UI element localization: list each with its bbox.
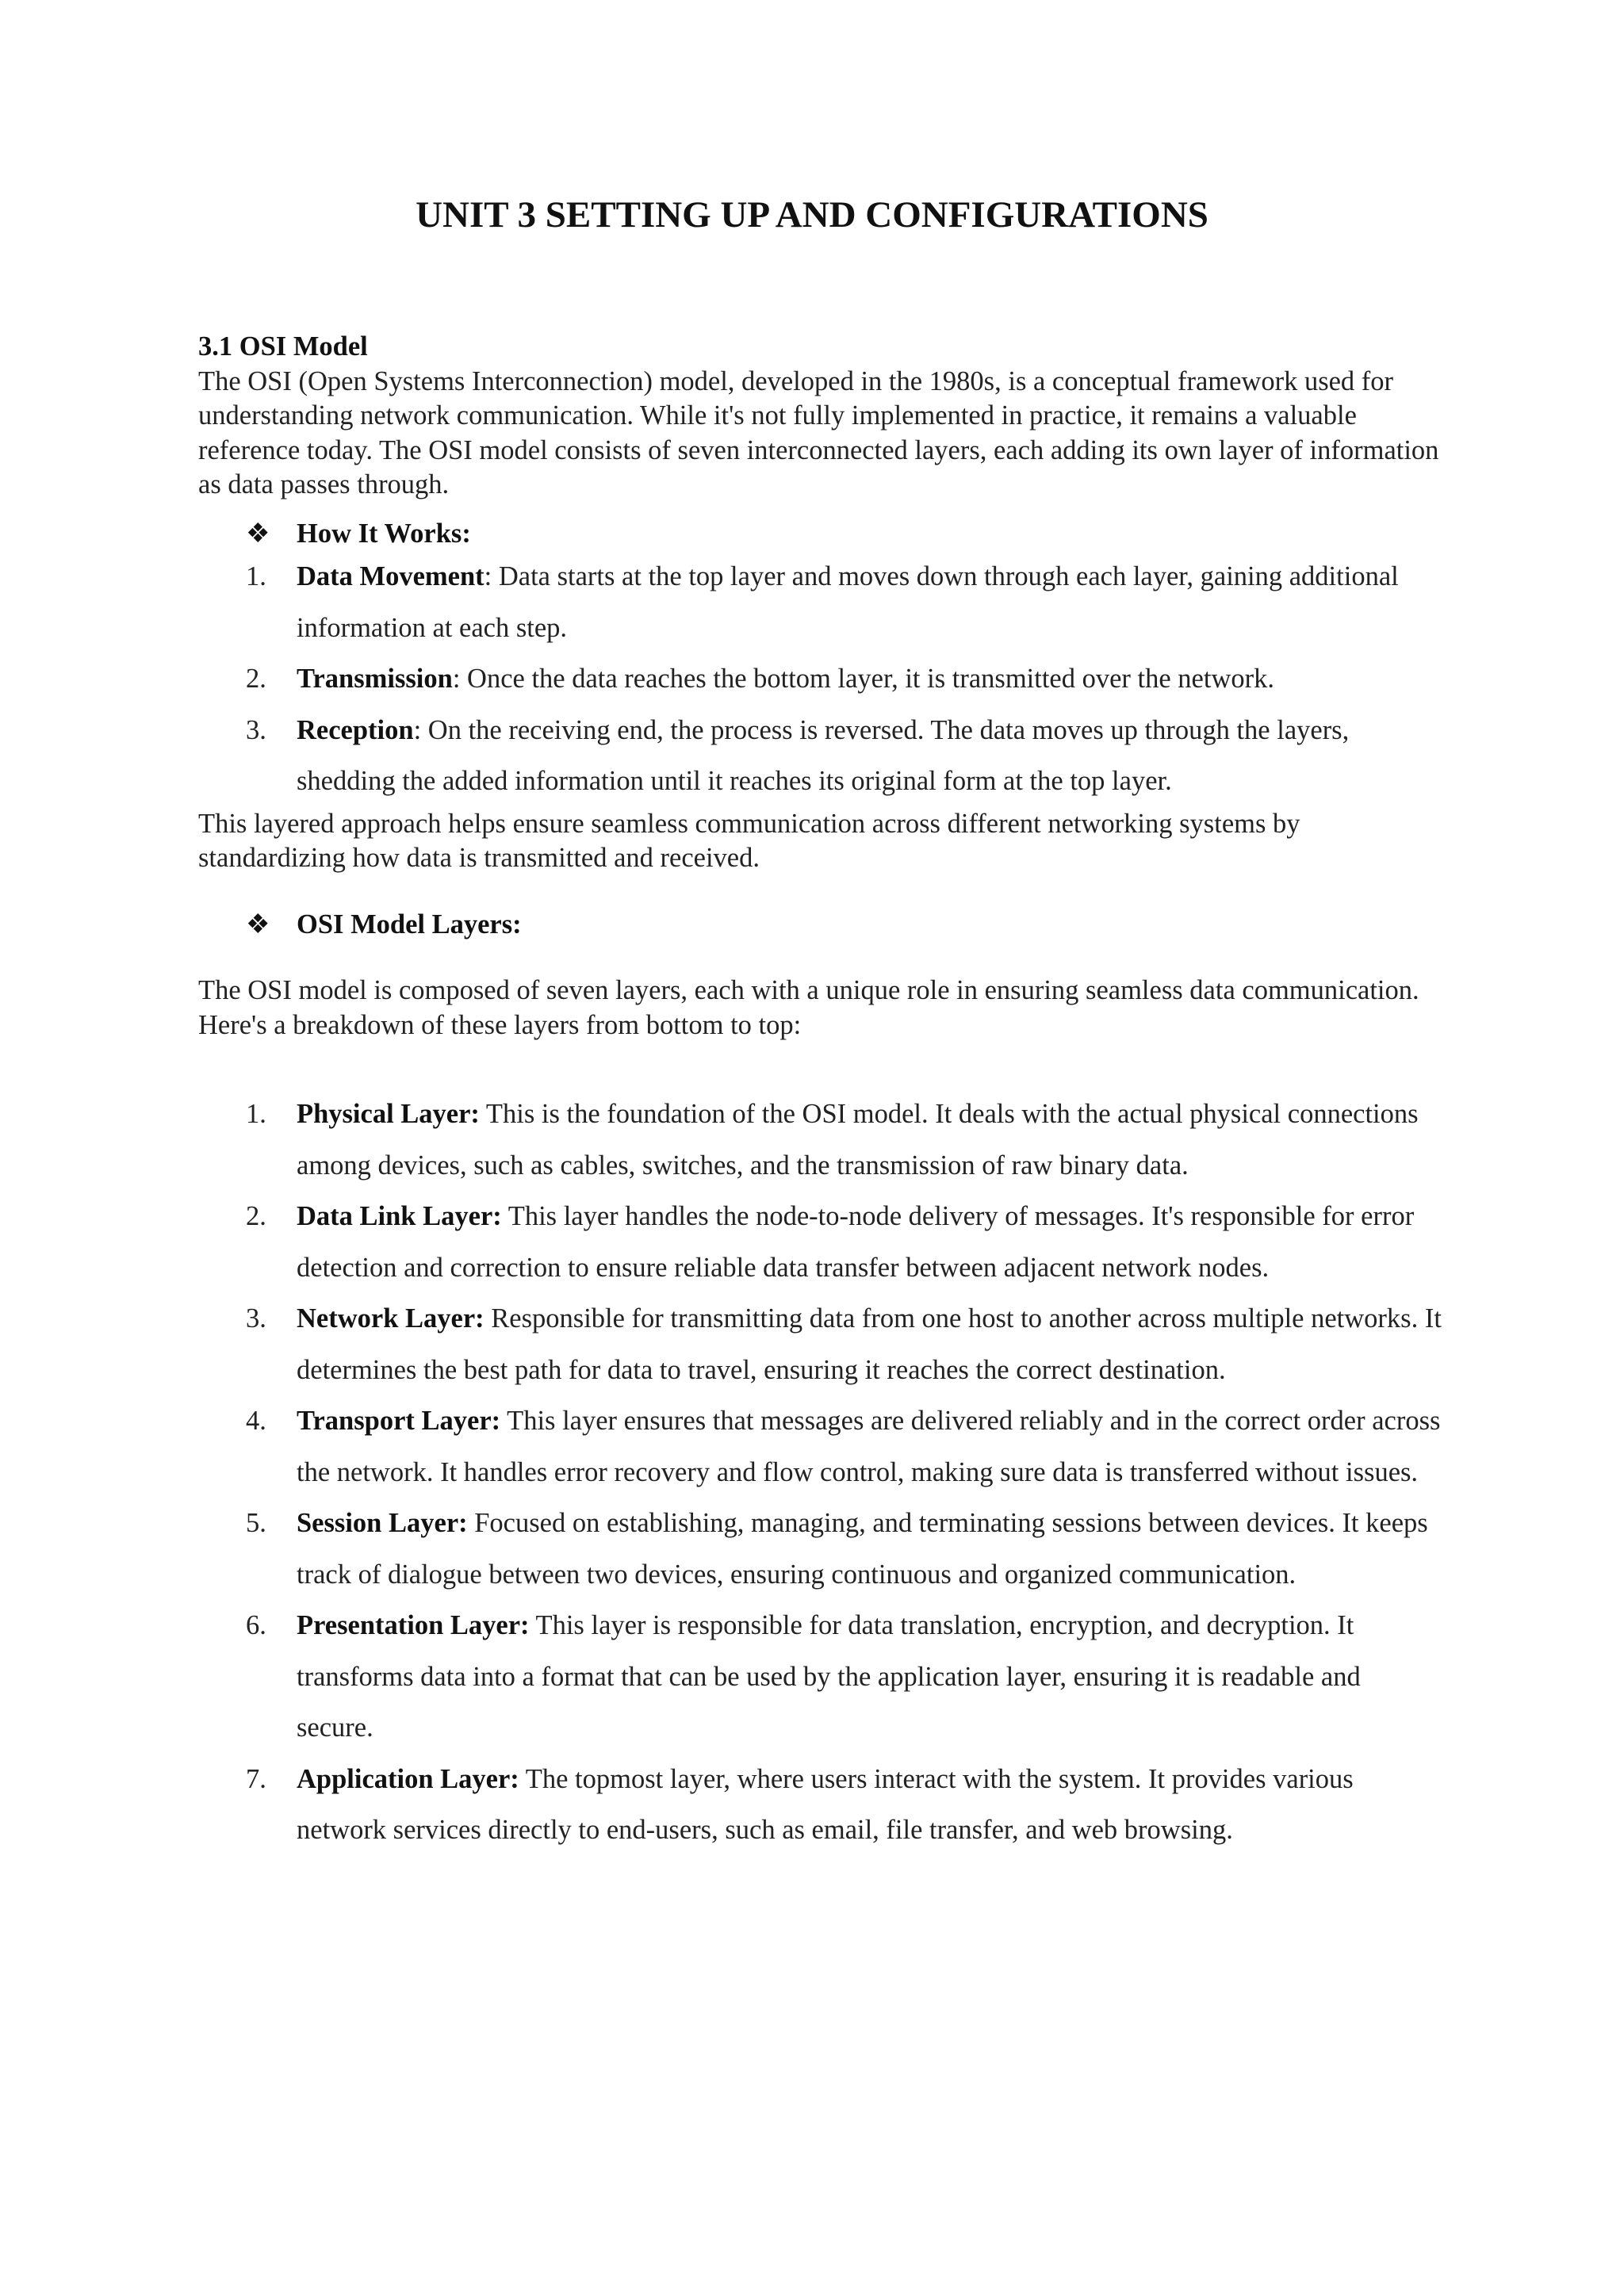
list-text: : Once the data reaches the bottom layer, it is transmitted over the network. <box>452 664 1274 694</box>
list-text: Responsible for transmitting data from one host to another across multiple networks. It determines the best path for data to travel, ensuring it reaches the correct destination. <box>297 1303 1442 1385</box>
list-term: Physical Layer: <box>297 1099 480 1129</box>
intro-paragraph: The OSI (Open Systems Interconnection) model, developed in the 1980s, is a conceptual framework used for understanding network communication. While it's not fully implemented in practice, it remains a valuable reference today. The OSI model consists of seven interconnected layers, each adding its own layer of information as data passes through. <box>198 365 1439 499</box>
osi-layers-list <box>198 1089 1443 1856</box>
section-osi-model <box>198 330 1443 1856</box>
list-number: 3. <box>246 714 266 745</box>
layers-intro-paragraph: The OSI model is composed of seven layers, each with a unique role in ensuring seamless data communication. Here's a breakdown of these layers from bottom to top: <box>198 975 1419 1040</box>
list-item <box>198 1600 1443 1754</box>
list-number: 2. <box>246 664 266 694</box>
list-text: Focused on establishing, managing, and terminating sessions between devices. It keeps track of dialogue between two devices, ensuring continuous and organized communication. <box>297 1508 1428 1590</box>
list-term: Reception <box>297 714 414 745</box>
list-number: 7. <box>246 1763 266 1794</box>
list-text: This is the foundation of the OSI model. It deals with the actual physical connections among devices, such as cables, switches, and the transmission of raw binary data. <box>297 1099 1419 1181</box>
osi-layers-label: OSI Model Layers: <box>297 909 522 939</box>
list-number: 2. <box>246 1201 266 1231</box>
list-number: 3. <box>246 1303 266 1334</box>
page-title: UNIT 3 SETTING UP AND CONFIGURATIONS <box>416 194 1208 235</box>
list-text: The topmost layer, where users interact with the system. It provides various network services directly to end-users, such as email, file transfer, and web browsing. <box>297 1763 1354 1845</box>
list-number: 6. <box>246 1610 266 1640</box>
list-term: Presentation Layer: <box>297 1610 530 1640</box>
list-text: : Data starts at the top layer and moves down through each layer, gaining additional information at each step. <box>297 561 1399 643</box>
list-item <box>198 1293 1443 1395</box>
how-it-works-heading <box>198 517 1443 552</box>
list-item <box>198 551 1443 653</box>
list-item <box>198 1754 1443 1856</box>
list-item <box>198 1498 1443 1600</box>
list-number: 1. <box>246 561 266 591</box>
how-it-works-label: How It Works: <box>297 518 471 549</box>
osi-layers-heading <box>198 908 1443 943</box>
list-term: Session Layer: <box>297 1508 468 1538</box>
list-item <box>198 1089 1443 1191</box>
list-number: 4. <box>246 1406 266 1436</box>
section-heading: 3.1 OSI Model <box>198 331 368 362</box>
how-it-works-list <box>198 551 1443 807</box>
list-text: This layer ensures that messages are delivered reliably and in the correct order across the network. It handles error recovery and flow control, making sure data is transferred without issues. <box>297 1406 1441 1487</box>
list-term: Transport Layer: <box>297 1406 501 1436</box>
list-text: This layer is responsible for data translation, encryption, and decryption. It transforms data into a format that can be used by the application layer, ensuring it is readable and secure. <box>297 1610 1361 1743</box>
list-term: Transmission <box>297 664 453 694</box>
summary-paragraph: This layered approach helps ensure seamless communication across different networking systems by standardizing how data is transmitted and received. <box>198 808 1300 873</box>
diamond-bullet-icon: ❖ <box>246 909 270 939</box>
list-number: 5. <box>246 1508 266 1538</box>
diamond-bullet-icon: ❖ <box>246 519 270 549</box>
list-number: 1. <box>246 1099 266 1129</box>
list-term: Data Link Layer: <box>297 1201 502 1231</box>
list-item <box>198 705 1443 807</box>
list-term: Network Layer: <box>297 1303 485 1334</box>
list-text: : On the receiving end, the process is reversed. The data moves up through the layers, shedding the added information until it reaches its original form at the top layer. <box>297 714 1350 796</box>
list-item <box>198 1395 1443 1498</box>
list-term: Data Movement <box>297 561 485 591</box>
list-item <box>198 653 1443 705</box>
list-term: Application Layer: <box>297 1763 519 1794</box>
list-text: This layer handles the node-to-node delivery of messages. It's responsible for error detection and correction to ensure reliable data transfer between adjacent network nodes. <box>297 1201 1415 1283</box>
list-item <box>198 1191 1443 1293</box>
